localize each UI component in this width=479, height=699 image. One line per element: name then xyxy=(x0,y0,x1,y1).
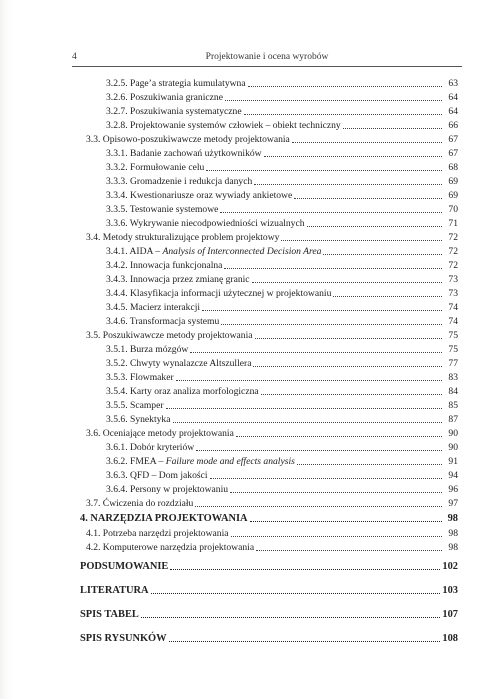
toc-subsection xyxy=(106,357,458,370)
dot-leader xyxy=(173,422,443,423)
toc-entry-label: 3.3.1. Badanie zachowań użytkowników xyxy=(106,148,262,159)
toc-page-number: 69 xyxy=(448,190,458,201)
toc-page-number: 102 xyxy=(442,561,458,572)
toc-entry-label: 3.4.4. Klasyfikacja informacji użytecznej w projektowaniu xyxy=(106,288,332,299)
toc-entry-label: 3.2.6. Poszukiwania graniczne xyxy=(106,92,223,103)
toc-page-number: 66 xyxy=(448,120,458,131)
toc-page-number: 108 xyxy=(442,633,458,644)
toc-entry-label: 3.4.5. Macierz interakcji xyxy=(106,302,201,313)
toc-entry-label: 3.5.3. Flowmaker xyxy=(106,372,174,383)
toc-main-section xyxy=(80,608,458,621)
toc-main-section xyxy=(80,632,458,645)
toc-page-number: 67 xyxy=(448,148,458,159)
dot-leader xyxy=(297,464,442,465)
toc-page-number: 71 xyxy=(448,218,458,229)
toc-entry-label: 3.4.6. Transformacja systemu xyxy=(106,316,220,327)
toc-entry-label: 3.4.2. Innowacja funkcjonalna xyxy=(106,260,223,271)
toc-page-number: 67 xyxy=(448,134,458,145)
dot-leader xyxy=(261,394,442,395)
toc-section xyxy=(86,329,458,342)
toc-entry-label: 3.2.8. Projektowanie systemów człowiek – obiekt techniczny xyxy=(106,120,341,131)
toc-section xyxy=(86,527,458,540)
toc-main-section xyxy=(80,584,458,597)
toc-page-number: 72 xyxy=(448,260,458,271)
toc-subsection xyxy=(106,343,458,356)
toc-entry-label: 3.3.4. Kwestionariusze oraz wywiady ankietowe xyxy=(106,190,293,201)
dot-leader xyxy=(281,240,442,241)
toc-section xyxy=(86,427,458,440)
running-title: Projektowanie i ocena wyrobów xyxy=(205,52,329,62)
toc-entry-label: 3.4. Metody strukturalizujące problem projektowy xyxy=(86,232,280,243)
toc-entry-label: 4. NARZĘDZIA PROJEKTOWANIA xyxy=(80,513,248,524)
dot-leader xyxy=(343,128,442,129)
toc-subsection xyxy=(106,413,458,426)
toc-page-number: 98 xyxy=(448,542,458,553)
toc-subsection xyxy=(106,371,458,384)
toc-entry-label: 3.5.4. Karty oraz analiza morfologiczna xyxy=(106,386,259,397)
toc-subsection xyxy=(106,287,458,300)
dot-leader xyxy=(236,436,442,437)
dot-leader xyxy=(231,536,442,537)
toc-page-number: 63 xyxy=(448,78,458,89)
dot-leader xyxy=(202,310,442,311)
toc-entry-label: PODSUMOWANIE xyxy=(80,561,169,572)
dot-leader xyxy=(196,450,442,451)
toc-page-number: 90 xyxy=(448,442,458,453)
toc-subsection xyxy=(106,483,458,496)
toc-entry-label: 4.2. Komputerowe narzędzia projektowania xyxy=(86,542,255,553)
toc-entry-label: SPIS TABEL xyxy=(80,609,139,620)
toc-page-number: 87 xyxy=(448,414,458,425)
toc-page-number: 73 xyxy=(448,288,458,299)
toc-entry-label: 3.3.3. Gromadzenie i redukcja danych xyxy=(106,176,253,187)
toc-page-number: 68 xyxy=(448,162,458,173)
toc-subsection xyxy=(106,385,458,398)
toc-entry-label: 3.5.5. Scamper xyxy=(106,400,164,411)
dot-leader xyxy=(195,506,442,507)
toc-entry-label: 3.6.2. FMEA – Failure mode and effects analysis xyxy=(106,456,295,467)
toc-page-number: 75 xyxy=(448,330,458,341)
dot-leader xyxy=(250,521,442,522)
toc-section xyxy=(86,133,458,146)
toc-page-number: 69 xyxy=(448,176,458,187)
dot-leader xyxy=(166,408,442,409)
dot-leader xyxy=(169,641,441,642)
dot-leader xyxy=(210,478,442,479)
toc-page-number: 103 xyxy=(442,585,458,596)
toc-page-number: 97 xyxy=(448,498,458,509)
toc-page-number: 64 xyxy=(448,106,458,117)
dot-leader xyxy=(221,324,442,325)
toc-entry-label: 3.6. Oceniające metody projektowania xyxy=(86,428,234,439)
toc-subsection xyxy=(106,441,458,454)
dot-leader xyxy=(248,86,442,87)
toc-page-number: 77 xyxy=(448,358,458,369)
toc-entry-label: 3.5.6. Synektyka xyxy=(106,414,171,425)
toc-entry-label: 3.6.1. Dobór kryteriów xyxy=(106,442,195,453)
toc-subsection xyxy=(106,455,458,468)
toc-page-number: 90 xyxy=(448,428,458,439)
dot-leader xyxy=(264,156,442,157)
toc-entry-label: 3.4.1. AIDA – Analysis of Interconnected Decision Area xyxy=(106,246,322,257)
toc-subsection xyxy=(106,399,458,412)
dot-leader xyxy=(220,212,442,213)
toc-section xyxy=(86,231,458,244)
toc-entry-label: 3.6.4. Persony w projektowaniu xyxy=(106,484,229,495)
toc-page-number: 74 xyxy=(448,316,458,327)
toc-entry-label: 3.3.6. Wykrywanie niecodpowiedniości wizualnych xyxy=(106,218,305,229)
dot-leader xyxy=(294,198,442,199)
dot-leader xyxy=(176,380,442,381)
toc-page-number: 98 xyxy=(447,513,458,524)
dot-leader xyxy=(307,226,442,227)
toc-subsection xyxy=(106,161,458,174)
toc-page-number: 85 xyxy=(448,400,458,411)
toc-entry-label: 4.1. Potrzeba narzędzi projektowania xyxy=(86,528,229,539)
toc-entry-label: LITERATURA xyxy=(80,585,149,596)
page-number: 4 xyxy=(72,52,77,62)
toc-page-number: 94 xyxy=(448,470,458,481)
toc-entry-label: 3.5.1. Burza mózgów xyxy=(106,344,189,355)
dot-leader xyxy=(224,268,442,269)
toc-entry-label: 3.7. Ćwiczenia do rozdziału xyxy=(86,498,194,509)
dot-leader xyxy=(254,184,442,185)
toc-subsection xyxy=(106,469,458,482)
dot-leader xyxy=(256,550,442,551)
toc-entry-label: 3.6.3. QFD – Dom jakości xyxy=(106,470,208,481)
dot-leader xyxy=(206,170,442,171)
toc-entry-label: 3.3.2. Formułowanie celu xyxy=(106,162,205,173)
dot-leader xyxy=(141,617,441,618)
toc-page-number: 84 xyxy=(448,386,458,397)
toc-subsection xyxy=(106,245,458,258)
toc-subsection xyxy=(106,203,458,216)
toc-subsection xyxy=(106,91,458,104)
toc-section xyxy=(86,497,458,510)
toc-subsection xyxy=(106,259,458,272)
toc-entry-label: 3.3. Opisowo-poszukiwawcze metody projektowania xyxy=(86,134,290,145)
toc-entry-label: 3.4.3. Innowacja przez zmianę granic xyxy=(106,274,250,285)
toc-chapter xyxy=(80,512,458,525)
dot-leader xyxy=(244,114,442,115)
toc-page-number: 75 xyxy=(448,344,458,355)
toc-page-number: 72 xyxy=(448,246,458,257)
toc-subsection xyxy=(106,175,458,188)
dot-leader xyxy=(333,296,442,297)
toc-page-number: 73 xyxy=(448,274,458,285)
dot-leader xyxy=(323,254,442,255)
dot-leader xyxy=(151,593,441,594)
toc-subsection xyxy=(106,315,458,328)
toc-subsection xyxy=(106,147,458,160)
toc-entry-label: 3.5.2. Chwyty wynalazcze Altszullera xyxy=(106,358,252,369)
header-rule xyxy=(72,66,462,67)
toc-entry-label: 3.2.7. Poszukiwania systematyczne xyxy=(106,106,242,117)
toc-subsection xyxy=(106,119,458,132)
toc-page-number: 98 xyxy=(448,528,458,539)
dot-leader xyxy=(225,100,442,101)
toc-page-number: 70 xyxy=(448,204,458,215)
toc-entry-label: SPIS RYSUNKÓW xyxy=(80,633,167,644)
toc-subsection xyxy=(106,273,458,286)
toc-page-number: 83 xyxy=(448,372,458,383)
dot-leader xyxy=(255,338,442,339)
toc-subsection xyxy=(106,301,458,314)
toc-page-number: 74 xyxy=(448,302,458,313)
toc-entry-label: 3.2.5. Page’a strategia kumulatywna xyxy=(106,78,246,89)
dot-leader xyxy=(230,492,442,493)
dot-leader xyxy=(253,366,442,367)
page-header xyxy=(72,52,462,66)
toc-page-number: 91 xyxy=(448,456,458,467)
toc-page-number: 72 xyxy=(448,232,458,243)
toc-subsection xyxy=(106,189,458,202)
dot-leader xyxy=(292,142,442,143)
toc-subsection xyxy=(106,77,458,90)
toc-page-number: 96 xyxy=(448,484,458,495)
dot-leader xyxy=(190,352,442,353)
dot-leader xyxy=(170,569,440,570)
toc-subsection xyxy=(106,217,458,230)
toc-page-number: 64 xyxy=(448,92,458,103)
toc-entry-label: 3.3.5. Testowanie systemowe xyxy=(106,204,219,215)
toc-subsection xyxy=(106,105,458,118)
toc-main-section xyxy=(80,560,458,573)
toc-entry-label: 3.5. Poszukiwawcze metody projektowania xyxy=(86,330,253,341)
toc-section xyxy=(86,541,458,554)
toc-page-number: 107 xyxy=(442,609,458,620)
dot-leader xyxy=(252,282,442,283)
